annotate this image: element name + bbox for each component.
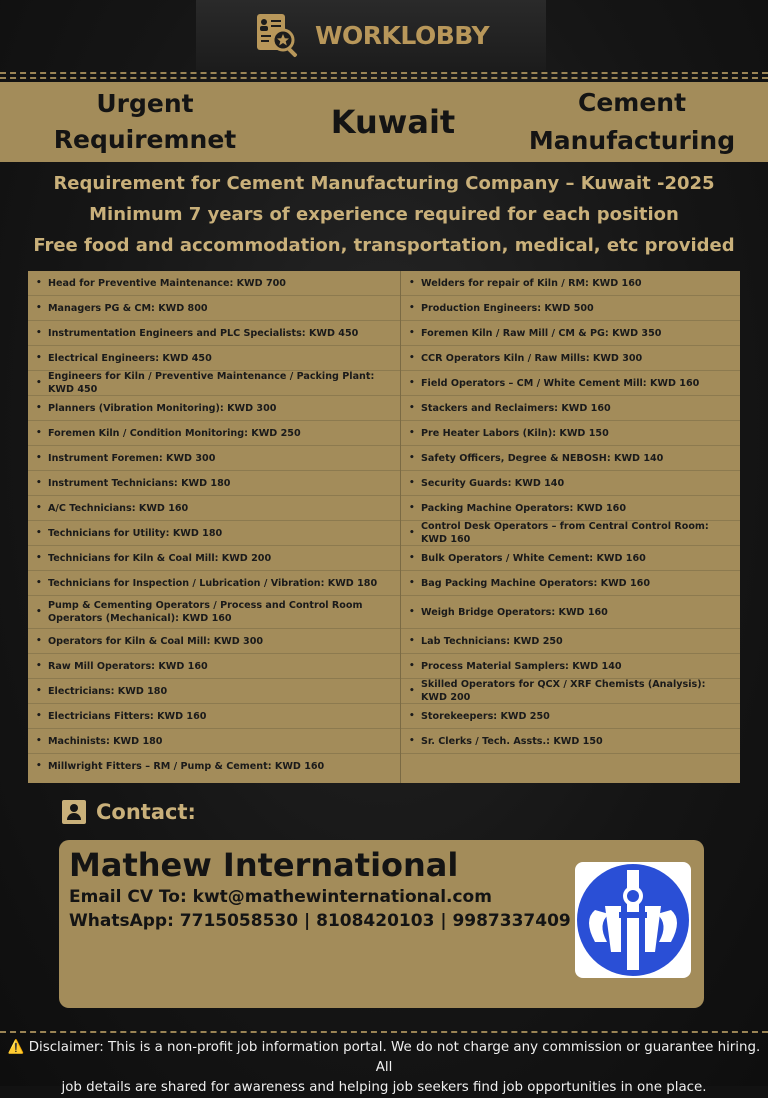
bullet-icon: • <box>409 735 415 746</box>
intro-benefits: Free food and accommodation, transportation, medical, etc provided <box>33 235 735 256</box>
bullet-icon: • <box>36 660 42 671</box>
bullet-icon: • <box>409 577 415 588</box>
bullet-icon: • <box>409 710 415 721</box>
bullet-icon: • <box>36 377 42 388</box>
bullet-icon: • <box>36 606 42 617</box>
position-text: Electrical Engineers: KWD 450 <box>48 352 212 364</box>
positions-column-right <box>401 271 740 783</box>
position-text: Storekeepers: KWD 250 <box>421 710 550 722</box>
position-text: Technicians for Inspection / Lubrication / Vibration: KWD 180 <box>48 577 378 589</box>
position-text: Electricians: KWD 180 <box>48 685 168 697</box>
position-row <box>28 446 400 471</box>
position-row <box>28 654 400 679</box>
divider-top-2 <box>0 77 768 79</box>
position-row <box>28 546 400 571</box>
bullet-icon: • <box>36 527 42 538</box>
position-row <box>401 729 740 754</box>
position-text: Production Engineers: KWD 500 <box>421 302 594 314</box>
position-row <box>401 346 740 371</box>
position-row <box>401 271 740 296</box>
bullet-icon: • <box>409 402 415 413</box>
position-text: Welders for repair of Kiln / RM: KWD 160 <box>421 277 642 289</box>
banner-urgent <box>0 82 290 162</box>
position-text: Safety Officers, Degree & NEBOSH: KWD 140 <box>421 452 664 464</box>
position-text: Instrument Technicians: KWD 180 <box>48 477 231 489</box>
bullet-icon: • <box>36 302 42 313</box>
position-text: Packing Machine Operators: KWD 160 <box>421 502 627 514</box>
position-text: Planners (Vibration Monitoring): KWD 300 <box>48 402 277 414</box>
banner-urgent-line2: Requiremnet <box>53 125 237 154</box>
positions-table <box>28 271 740 783</box>
warning-icon: ⚠️ <box>7 1040 25 1055</box>
company-name: Mathew International <box>69 846 459 884</box>
bullet-icon: • <box>36 710 42 721</box>
whatsapp-line[interactable]: WhatsApp: 7715058530 | 8108420103 | 9987337409 <box>69 911 571 931</box>
positions-column-left <box>28 271 401 783</box>
brand-name: WORKLOBBY <box>314 20 490 50</box>
bullet-icon: • <box>36 635 42 646</box>
banner-location: Kuwait <box>330 103 456 141</box>
bullet-icon: • <box>409 452 415 463</box>
position-row <box>28 371 400 396</box>
position-text: Electricians Fitters: KWD 160 <box>48 710 207 722</box>
position-row <box>401 296 740 321</box>
bullet-icon: • <box>409 277 415 288</box>
position-row <box>401 546 740 571</box>
position-text: Stackers and Reclaimers: KWD 160 <box>421 402 611 414</box>
bullet-icon: • <box>36 352 42 363</box>
position-row <box>28 321 400 346</box>
position-text: Technicians for Utility: KWD 180 <box>48 527 223 539</box>
bullet-icon: • <box>36 685 42 696</box>
position-text: Bag Packing Machine Operators: KWD 160 <box>421 577 651 589</box>
bullet-icon: • <box>409 327 415 338</box>
position-row <box>28 704 400 729</box>
headline-banner <box>0 82 768 162</box>
bullet-icon: • <box>409 352 415 363</box>
position-text: Weigh Bridge Operators: KWD 160 <box>421 606 608 618</box>
position-text: Control Desk Operators – from Central Control Room: KWD 160 <box>421 521 709 545</box>
disclaimer <box>0 1038 768 1098</box>
position-row <box>28 496 400 521</box>
position-text: Raw Mill Operators: KWD 160 <box>48 660 208 672</box>
position-row <box>28 596 400 629</box>
intro-title: Requirement for Cement Manufacturing Company – Kuwait -2025 <box>53 173 715 194</box>
document-search-logo-icon <box>253 10 303 60</box>
position-text: Instrumentation Engineers and PLC Specialists: KWD 450 <box>48 327 359 339</box>
bullet-icon: • <box>36 502 42 513</box>
bullet-icon: • <box>36 761 42 771</box>
bullet-icon: • <box>36 577 42 588</box>
position-text: Sr. Clerks / Tech. Assts.: KWD 150 <box>421 735 603 747</box>
bullet-icon: • <box>36 402 42 413</box>
position-row <box>28 271 400 296</box>
position-row <box>401 654 740 679</box>
position-text: Instrument Foremen: KWD 300 <box>48 452 216 464</box>
bullet-icon: • <box>36 427 42 438</box>
position-row <box>28 754 400 779</box>
bullet-icon: • <box>36 452 42 463</box>
position-row <box>401 471 740 496</box>
position-row <box>28 521 400 546</box>
banner-industry-line1: Cement <box>577 88 687 117</box>
position-text: Head for Preventive Maintenance: KWD 700 <box>48 277 286 289</box>
company-emblem-logo <box>575 862 691 978</box>
bullet-icon: • <box>409 502 415 513</box>
position-row <box>401 521 740 546</box>
position-text: Engineers for Kiln / Preventive Maintenance / Packing Plant: KWD 450 <box>48 371 375 395</box>
position-row <box>28 396 400 421</box>
position-row <box>401 496 740 521</box>
position-text: Pre Heater Labors (Kiln): KWD 150 <box>421 427 609 439</box>
disclaimer-line1: Disclaimer: This is a non-profit job information portal. We do not charge any commission or guarantee hiring. All <box>28 1040 761 1075</box>
position-text: Millwright Fitters – RM / Pump & Cement: KWD 160 <box>48 761 325 772</box>
bullet-icon: • <box>409 377 415 388</box>
position-text: Technicians for Kiln & Coal Mill: KWD 200 <box>48 552 272 564</box>
position-row <box>28 296 400 321</box>
position-text: Field Operators – CM / White Cement Mill: KWD 160 <box>421 377 700 389</box>
position-text: Foremen Kiln / Raw Mill / CM & PG: KWD 350 <box>421 327 662 339</box>
position-text: A/C Technicians: KWD 160 <box>48 502 189 514</box>
bullet-icon: • <box>409 527 415 538</box>
bullet-icon: • <box>409 635 415 646</box>
position-row <box>401 629 740 654</box>
banner-urgent-line1: Urgent <box>96 89 194 118</box>
position-text: Security Guards: KWD 140 <box>421 477 565 489</box>
position-row <box>401 679 740 704</box>
position-row <box>401 704 740 729</box>
divider-top <box>0 72 768 74</box>
bullet-icon: • <box>409 477 415 488</box>
banner-industry-line2: Manufacturing <box>528 126 736 155</box>
position-row <box>28 571 400 596</box>
position-row <box>401 371 740 396</box>
position-row <box>401 421 740 446</box>
divider-bottom <box>0 1031 768 1033</box>
bullet-icon: • <box>36 277 42 288</box>
bullet-icon: • <box>36 327 42 338</box>
bullet-icon: • <box>409 552 415 563</box>
bullet-icon: • <box>36 735 42 746</box>
position-text: Pump & Cementing Operators / Process and Control Room Operators (Mechanical): KWD 160 <box>48 600 363 624</box>
position-text: Managers PG & CM: KWD 800 <box>48 302 208 314</box>
position-text: Process Material Samplers: KWD 140 <box>421 660 622 672</box>
email-line[interactable]: Email CV To: kwt@mathewinternational.com <box>69 887 492 907</box>
bullet-icon: • <box>409 302 415 313</box>
contact-heading: Contact: <box>96 800 196 824</box>
position-row <box>28 471 400 496</box>
requirement-intro <box>0 168 768 261</box>
contact-card <box>59 840 704 1008</box>
position-row <box>28 679 400 704</box>
position-text: Bulk Operators / White Cement: KWD 160 <box>421 552 646 564</box>
position-row <box>401 596 740 629</box>
bullet-icon: • <box>36 552 42 563</box>
disclaimer-line2: job details are shared for awareness and helping job seekers find job opportunities in one place. <box>61 1080 707 1095</box>
position-row <box>401 396 740 421</box>
position-row <box>28 629 400 654</box>
bullet-icon: • <box>36 477 42 488</box>
position-row <box>28 346 400 371</box>
position-row <box>401 754 740 779</box>
position-row <box>28 421 400 446</box>
position-row <box>401 571 740 596</box>
position-text: Skilled Operators for QCX / XRF Chemists (Analysis): KWD 200 <box>421 679 706 703</box>
position-text: Lab Technicians: KWD 250 <box>421 635 563 647</box>
intro-experience: Minimum 7 years of experience required for each position <box>89 204 679 225</box>
banner-industry <box>496 82 768 162</box>
position-text: CCR Operators Kiln / Raw Mills: KWD 300 <box>421 352 643 364</box>
position-text: Operators for Kiln & Coal Mill: KWD 300 <box>48 635 264 647</box>
position-row <box>401 446 740 471</box>
bullet-icon: • <box>409 606 415 617</box>
brand-header <box>196 0 546 70</box>
position-text: Machinists: KWD 180 <box>48 735 163 747</box>
bullet-icon: • <box>409 427 415 438</box>
contact-header <box>62 800 196 824</box>
bullet-icon: • <box>409 685 415 696</box>
position-text: Foremen Kiln / Condition Monitoring: KWD 250 <box>48 427 301 439</box>
bullet-icon: • <box>409 660 415 671</box>
contact-person-icon <box>62 800 86 824</box>
position-row <box>401 321 740 346</box>
position-row <box>28 729 400 754</box>
